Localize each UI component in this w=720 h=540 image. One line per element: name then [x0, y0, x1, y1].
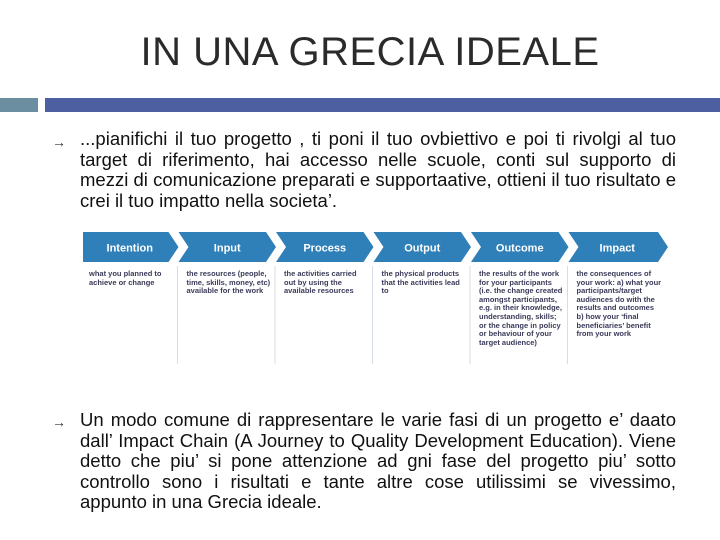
paragraph-2: Un modo comune di rappresentare le varie fasi di un progetto e’ daato dall’ Impact Chain (A Journey to Quality Development Education). Viene detto che piu’ si pone attenzione ad gni fase del progetto piu’ sotto controllo sono i risultati e tante altre cose utilissimi se vivessimo, appunto in una Grecia ideale. [80, 409, 676, 512]
impact-chain-diagram [83, 232, 668, 367]
chain-stage-label: Output [404, 242, 441, 255]
chain-stage-description: the results of the work for your participants (i.e. the change created amongst participants, e.g. in their knowledge, understanding, skills; or the change in policy or behaviour of your target audience) [479, 269, 563, 347]
chain-stage-description: the consequences of your work: a) what your participants/target audiences do with the results and outcomes b) how your ‘final beneficiaries’ benefit from your work [576, 269, 662, 339]
chain-stage-label: Intention [106, 242, 153, 255]
title-underline-bar [45, 98, 720, 112]
chain-stage-description: the physical products that the activities lead to [381, 269, 460, 296]
chain-stage-description: the activities carried out by using the available resources [284, 269, 357, 296]
bullet-arrow-icon: → [52, 134, 66, 150]
chain-stage-description: what you planned to achieve or change [89, 269, 162, 287]
chain-stage-label: Input [213, 242, 241, 255]
paragraph-1: ...pianifichi il tuo progetto , ti poni il tuo ovbiettivo e poi ti rivolgi al tuo target di riferimento, hai accesso nelle scuole, conti sul supporto di mezzi di comunicazione preparati e supportaative, ottieni il tuo risultato e crei il tuo impatto nella societa’. [80, 128, 676, 211]
title-underline-accent [0, 98, 38, 112]
chain-stage-label: Outcome [495, 242, 544, 255]
chain-stage-label: Impact [599, 242, 635, 255]
chain-stage-description: the resources (people, time, skills, money, etc) available for the work [186, 269, 271, 296]
chain-stage-label: Process [303, 242, 347, 255]
bullet-arrow-icon: → [52, 414, 66, 430]
slide-title: IN UNA GRECIA IDEALE [140, 30, 600, 74]
